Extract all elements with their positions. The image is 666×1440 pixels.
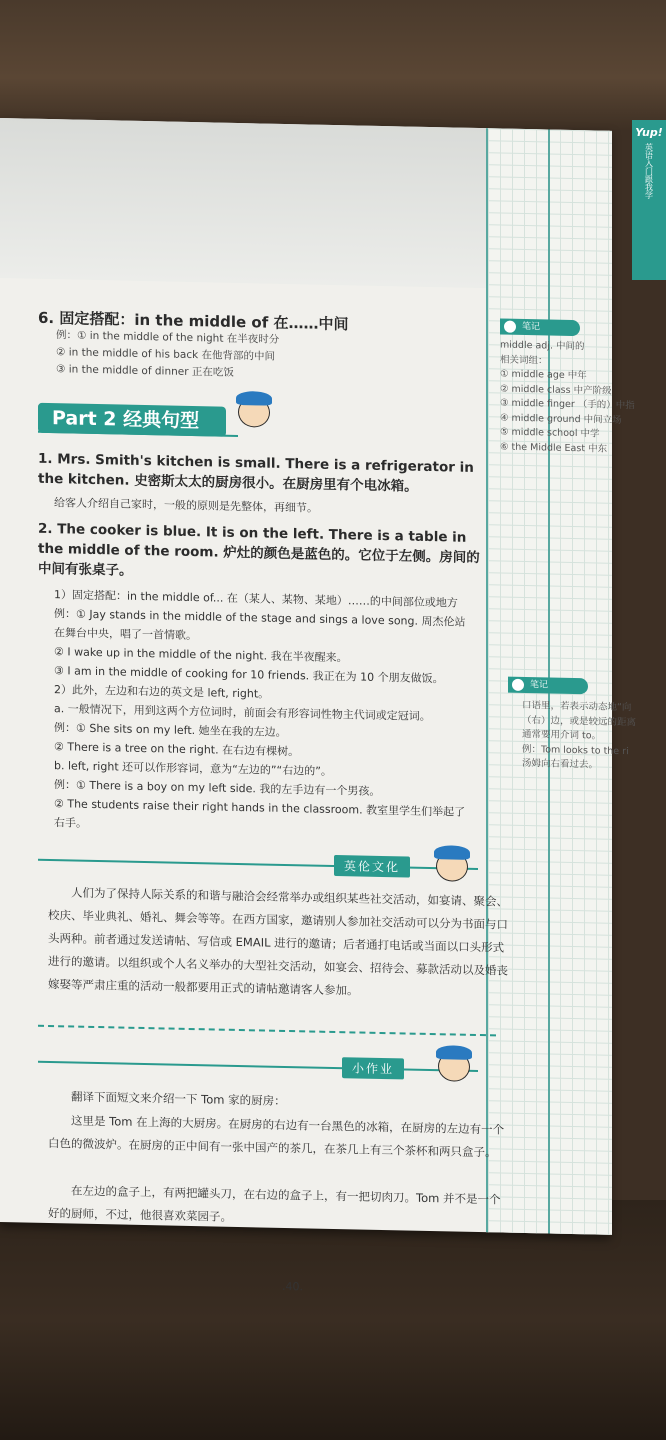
s2-line: 例：① Jay stands in the middle of the stage and sings a love song. 周杰伦站 [54,607,466,629]
side-tab [632,120,666,280]
note-tag-1: 笔记 [500,318,580,336]
side-tab-text: 英语入门跟我学 [644,143,654,199]
s2-line: 例：① There is a boy on my left side. 我的左手边有一个男孩。 [54,778,381,798]
homework-label: 小作业 [342,1057,404,1079]
s2-line: 在舞台中央，唱了一首情歌。 [54,626,197,643]
s2-line: ② I wake up in the middle of the night. 我在半夜醒来。 [54,645,348,665]
note-1: middle adj. 中间的 相关词组： ① middle age 中年 ② middle class 中产阶级 ③ middle finger （手的）中指 ④ middle ground 中间立场 ⑤ middle school 中学 ⑥ the Middle East 中东 [500,339,635,455]
s2-line: ② The students raise their right hands in the classroom. 教室里学生们举起了 [54,797,466,819]
note-2: 口语里，若表示动态地“向 （右）边，或是较远的距离 通常要用介词 to。 例：Tom looks to the ri 汤姆向右看过去。 [522,699,637,771]
s2-line: 例：① She sits on my left. 她坐在我的左边。 [54,721,287,740]
background-wood-bottom [0,1200,666,1440]
culture-bottom-rule [38,1025,496,1037]
s2-line: 右手。 [54,816,87,830]
mascot-icon [232,391,276,432]
s2-line: 1）固定搭配：in the middle of... 在（某人、某物、某地）……的中间部位或地方 [54,588,458,610]
book-page [0,118,637,1294]
background-wood-top [0,0,666,130]
item-6-example-2: ② in the middle of his back 在他背部的中间 [56,346,276,363]
mascot-icon [432,1045,476,1086]
s2-line: ③ I am in the middle of cooking for 10 friends. 我正在为 10 个朋友做饭。 [54,664,444,686]
sentence-1-note: 给客人介绍自己家时，一般的原则是先整体，再细节。 [54,496,318,515]
mascot-icon [430,845,474,886]
s2-line: a. 一般情况下，用到这两个方位词时，前面会有形容词性物主代词或定冠词。 [54,702,431,724]
sentence-2: 2. The cooker is blue. It is on the left. There is a table in the middle of the room. 炉灶的颜色是蓝色的。它位于左侧。房间的中间有张桌子。 [38,520,480,579]
item-6-title: 6. 固定搭配：in the middle of 在……中间 [38,308,349,334]
s2-line: ② There is a tree on the right. 在右边有棵树。 [54,740,300,759]
item-6-example-3: ③ in the middle of dinner 正在吃饭 [56,363,234,379]
note-tag-2: 笔记 [508,677,588,695]
page-shadow [0,118,486,288]
homework-instruction: 翻译下面短文来介绍一下 Tom 家的厨房： [71,1089,286,1108]
homework-paragraph-1: 这里是 Tom 在上海的大厨房。在厨房的右边有一台黑色的冰箱，在厨房的左边有一个白色的微波炉。在厨房的正中间有一张中国产的茶几，在茶几上有三个茶杯和两只盒子。 [48,1113,505,1160]
sentence-1: 1. Mrs. Smith's kitchen is small. There is a refrigerator in the kitchen. 史密斯太太的厨房很小。在厨房里有个电冰箱。 [38,450,474,495]
culture-text: 人们为了保持人际关系的和谐与融洽会经常举办或组织某些社交活动，如宴请、聚会、校庆、毕业典礼、婚礼、舞会等等。在西方国家，邀请别人参加社交活动可以分为书面与口头两种。前者通过发送请帖、写信或 EMAIL 进行的邀请；后者通打电话或当面以口头形式进行的邀请。以组织或个人名义举办的大型社交活动，如宴会、招待会、募款活动以及婚丧嫁娶等严肃庄重的活动一般都要用正式的请帖邀请客人参加。 [48,885,508,998]
homework-separator [38,1061,478,1072]
item-6-example-1: 例：① in the middle of the night 在半夜时分 [56,329,280,346]
culture-label: 英伦文化 [334,855,410,878]
homework-paragraph-2: 在左边的盒子上，有两把罐头刀，在右边的盒子上，有一把切肉刀。Tom 并不是一个好的厨师，不过，他很喜欢菜园子。 [48,1183,501,1224]
page-number: .40. [282,1279,303,1294]
side-tab-yup: Yup! [635,126,663,139]
culture-separator [38,859,478,870]
s2-line: b. left, right 还可以作形容词，意为“左边的”“右边的”。 [54,759,332,778]
part-2-banner: Part 2 经典句型 [38,403,226,437]
s2-line: 2）此外，左边和右边的英文是 left, right。 [54,683,270,701]
